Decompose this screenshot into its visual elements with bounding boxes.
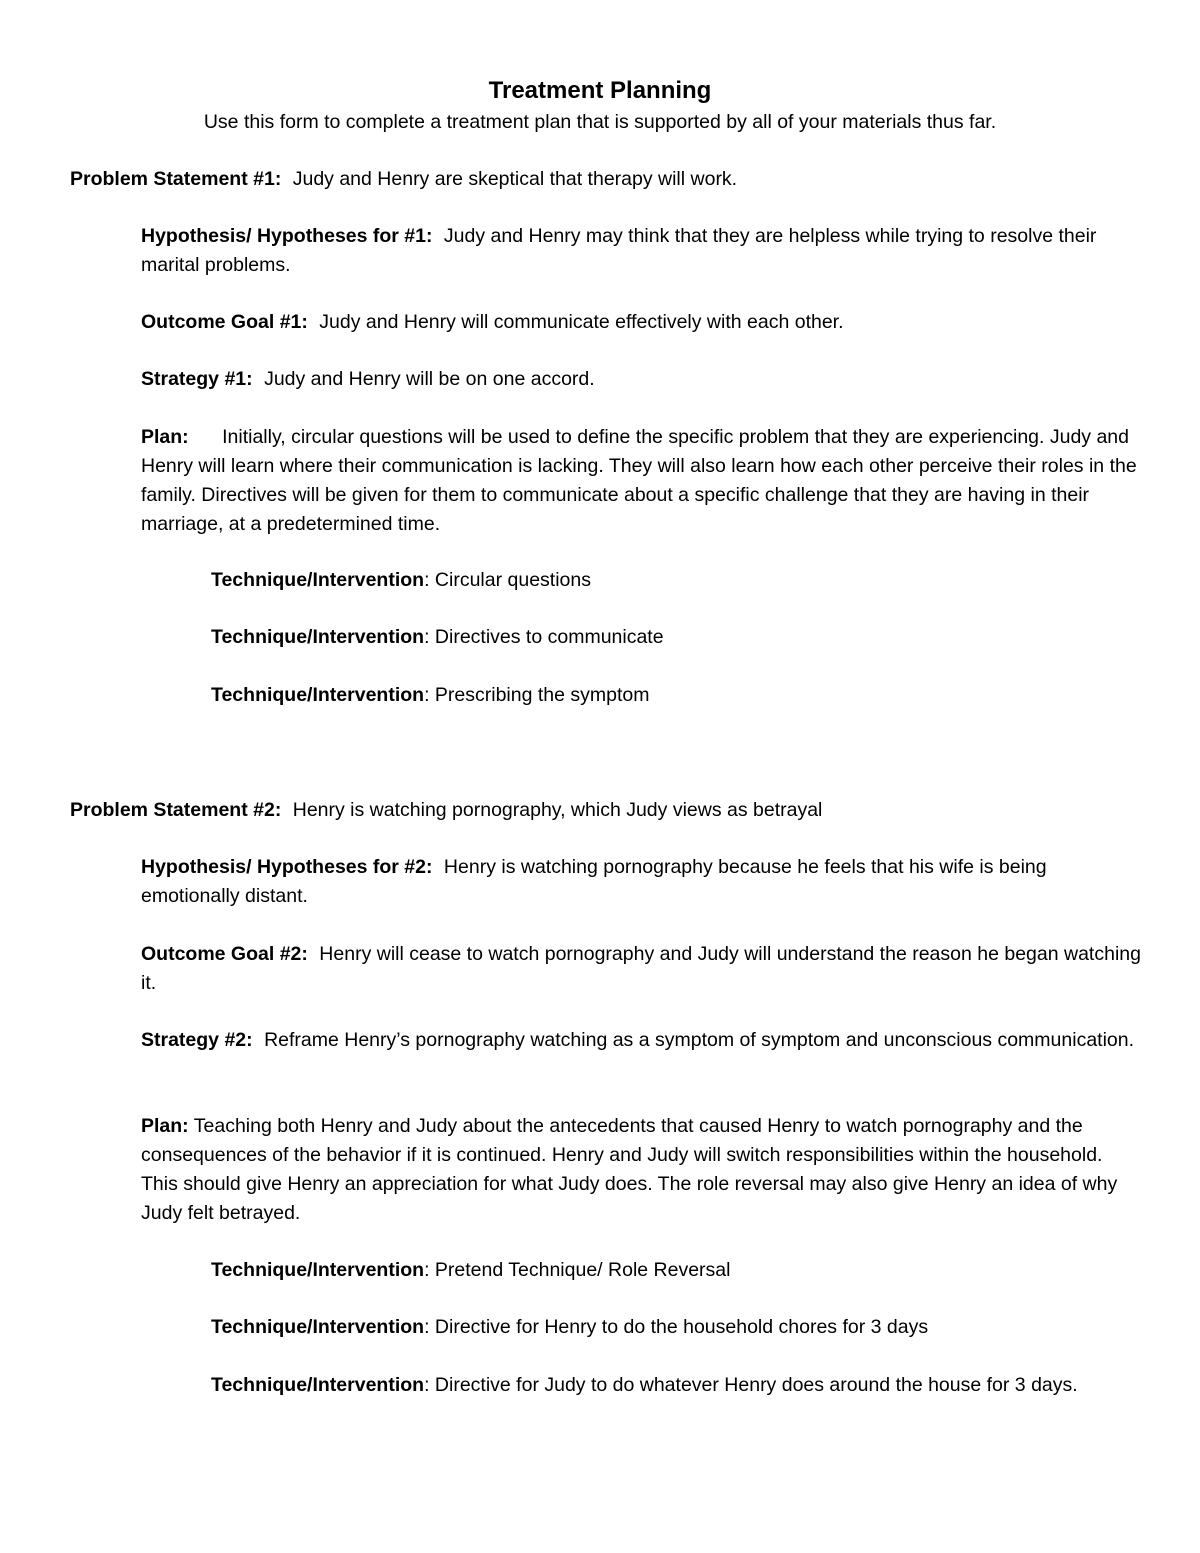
technique-1-2 [211,623,1151,652]
hypothesis-1-label: Hypothesis/ Hypotheses for #1: [141,225,433,247]
plan-1 [141,423,1141,539]
hypothesis-1-text: Judy and Henry may think that they are helpless while trying to resolve their marital problems. [141,225,1097,276]
problem-statement-1-text: Judy and Henry are skeptical that therapy will work. [292,168,738,190]
technique-1-2-text: : Directives to communicate [424,626,664,648]
strategy-2 [141,1026,1141,1055]
hypothesis-2-label: Hypothesis/ Hypotheses for #2: [141,856,433,878]
outcome-goal-2-text: Henry will cease to watch pornography and Judy will understand the reason he began watching it. [141,943,1141,994]
plan-2 [141,1112,1141,1228]
outcome-goal-1-label: Outcome Goal #1: [141,311,308,333]
technique-2-3 [211,1371,1151,1400]
technique-1-2-label: Technique/Intervention [211,626,425,648]
technique-2-1-label: Technique/Intervention [211,1259,425,1281]
plan-1-label: Plan: [141,426,189,448]
strategy-1-text: Judy and Henry will be on one accord. [264,368,595,390]
problem-statement-2-label: Problem Statement #2: [70,799,282,821]
plan-2-text: Teaching both Henry and Judy about the antecedents that caused Henry to watch pornography and the consequences of the behavior if it is continued. Henry and Judy will switch responsibilities within the household. This should give Henry an appreciation for what Judy does. The role reversal may also give Henry an idea of why Judy felt betrayed. [141,1115,1118,1224]
technique-1-3-label: Technique/Intervention [211,684,425,706]
plan-1-text: Initially, circular questions will be used to define the specific problem that they are experiencing. Judy and Henry will learn where their communication is lacking. They will also learn how each other perceive their roles in the family. Directives will be given for them to communicate about a specific challenge that they are having in their marriage, at a predetermined time. [141,426,1137,535]
strategy-2-text: Reframe Henry’s pornography watching as a symptom of symptom and unconscious communication. [264,1029,1135,1051]
technique-2-3-label: Technique/Intervention [211,1374,425,1396]
outcome-goal-1-text: Judy and Henry will communicate effectively with each other. [319,311,844,333]
problem-statement-2 [70,796,1160,825]
plan-2-label: Plan: [141,1115,189,1137]
problem-statement-1 [70,165,1160,194]
technique-1-1 [211,566,1151,595]
technique-1-1-label: Technique/Intervention [211,569,425,591]
hypothesis-1 [141,222,1141,280]
document-title: Treatment Planning [488,77,712,104]
technique-2-2-text: : Directive for Henry to do the household chores for 3 days [424,1316,929,1338]
technique-2-2 [211,1313,1151,1342]
technique-1-1-text: : Circular questions [424,569,591,591]
document-subtitle: Use this form to complete a treatment plan that is supported by all of your materials thus far. [203,111,997,133]
strategy-1-label: Strategy #1: [141,368,253,390]
strategy-2-label: Strategy #2: [141,1029,253,1051]
problem-statement-1-label: Problem Statement #1: [70,168,282,190]
problem-statement-2-text: Henry is watching pornography, which Judy views as betrayal [292,799,823,821]
outcome-goal-2-label: Outcome Goal #2: [141,943,308,965]
technique-2-1-text: : Pretend Technique/ Role Reversal [424,1259,731,1281]
technique-2-1 [211,1256,1151,1285]
outcome-goal-2 [141,940,1141,998]
hypothesis-2-text: Henry is watching pornography because he feels that his wife is being emotionally distant. [141,856,1047,907]
hypothesis-2 [141,853,1141,911]
outcome-goal-1 [141,308,1141,337]
technique-1-3 [211,681,1151,710]
technique-1-3-text: : Prescribing the symptom [424,684,650,706]
strategy-1 [141,365,1141,394]
technique-2-3-text: : Directive for Judy to do whatever Henry does around the house for 3 days. [424,1374,1078,1396]
technique-2-2-label: Technique/Intervention [211,1316,425,1338]
